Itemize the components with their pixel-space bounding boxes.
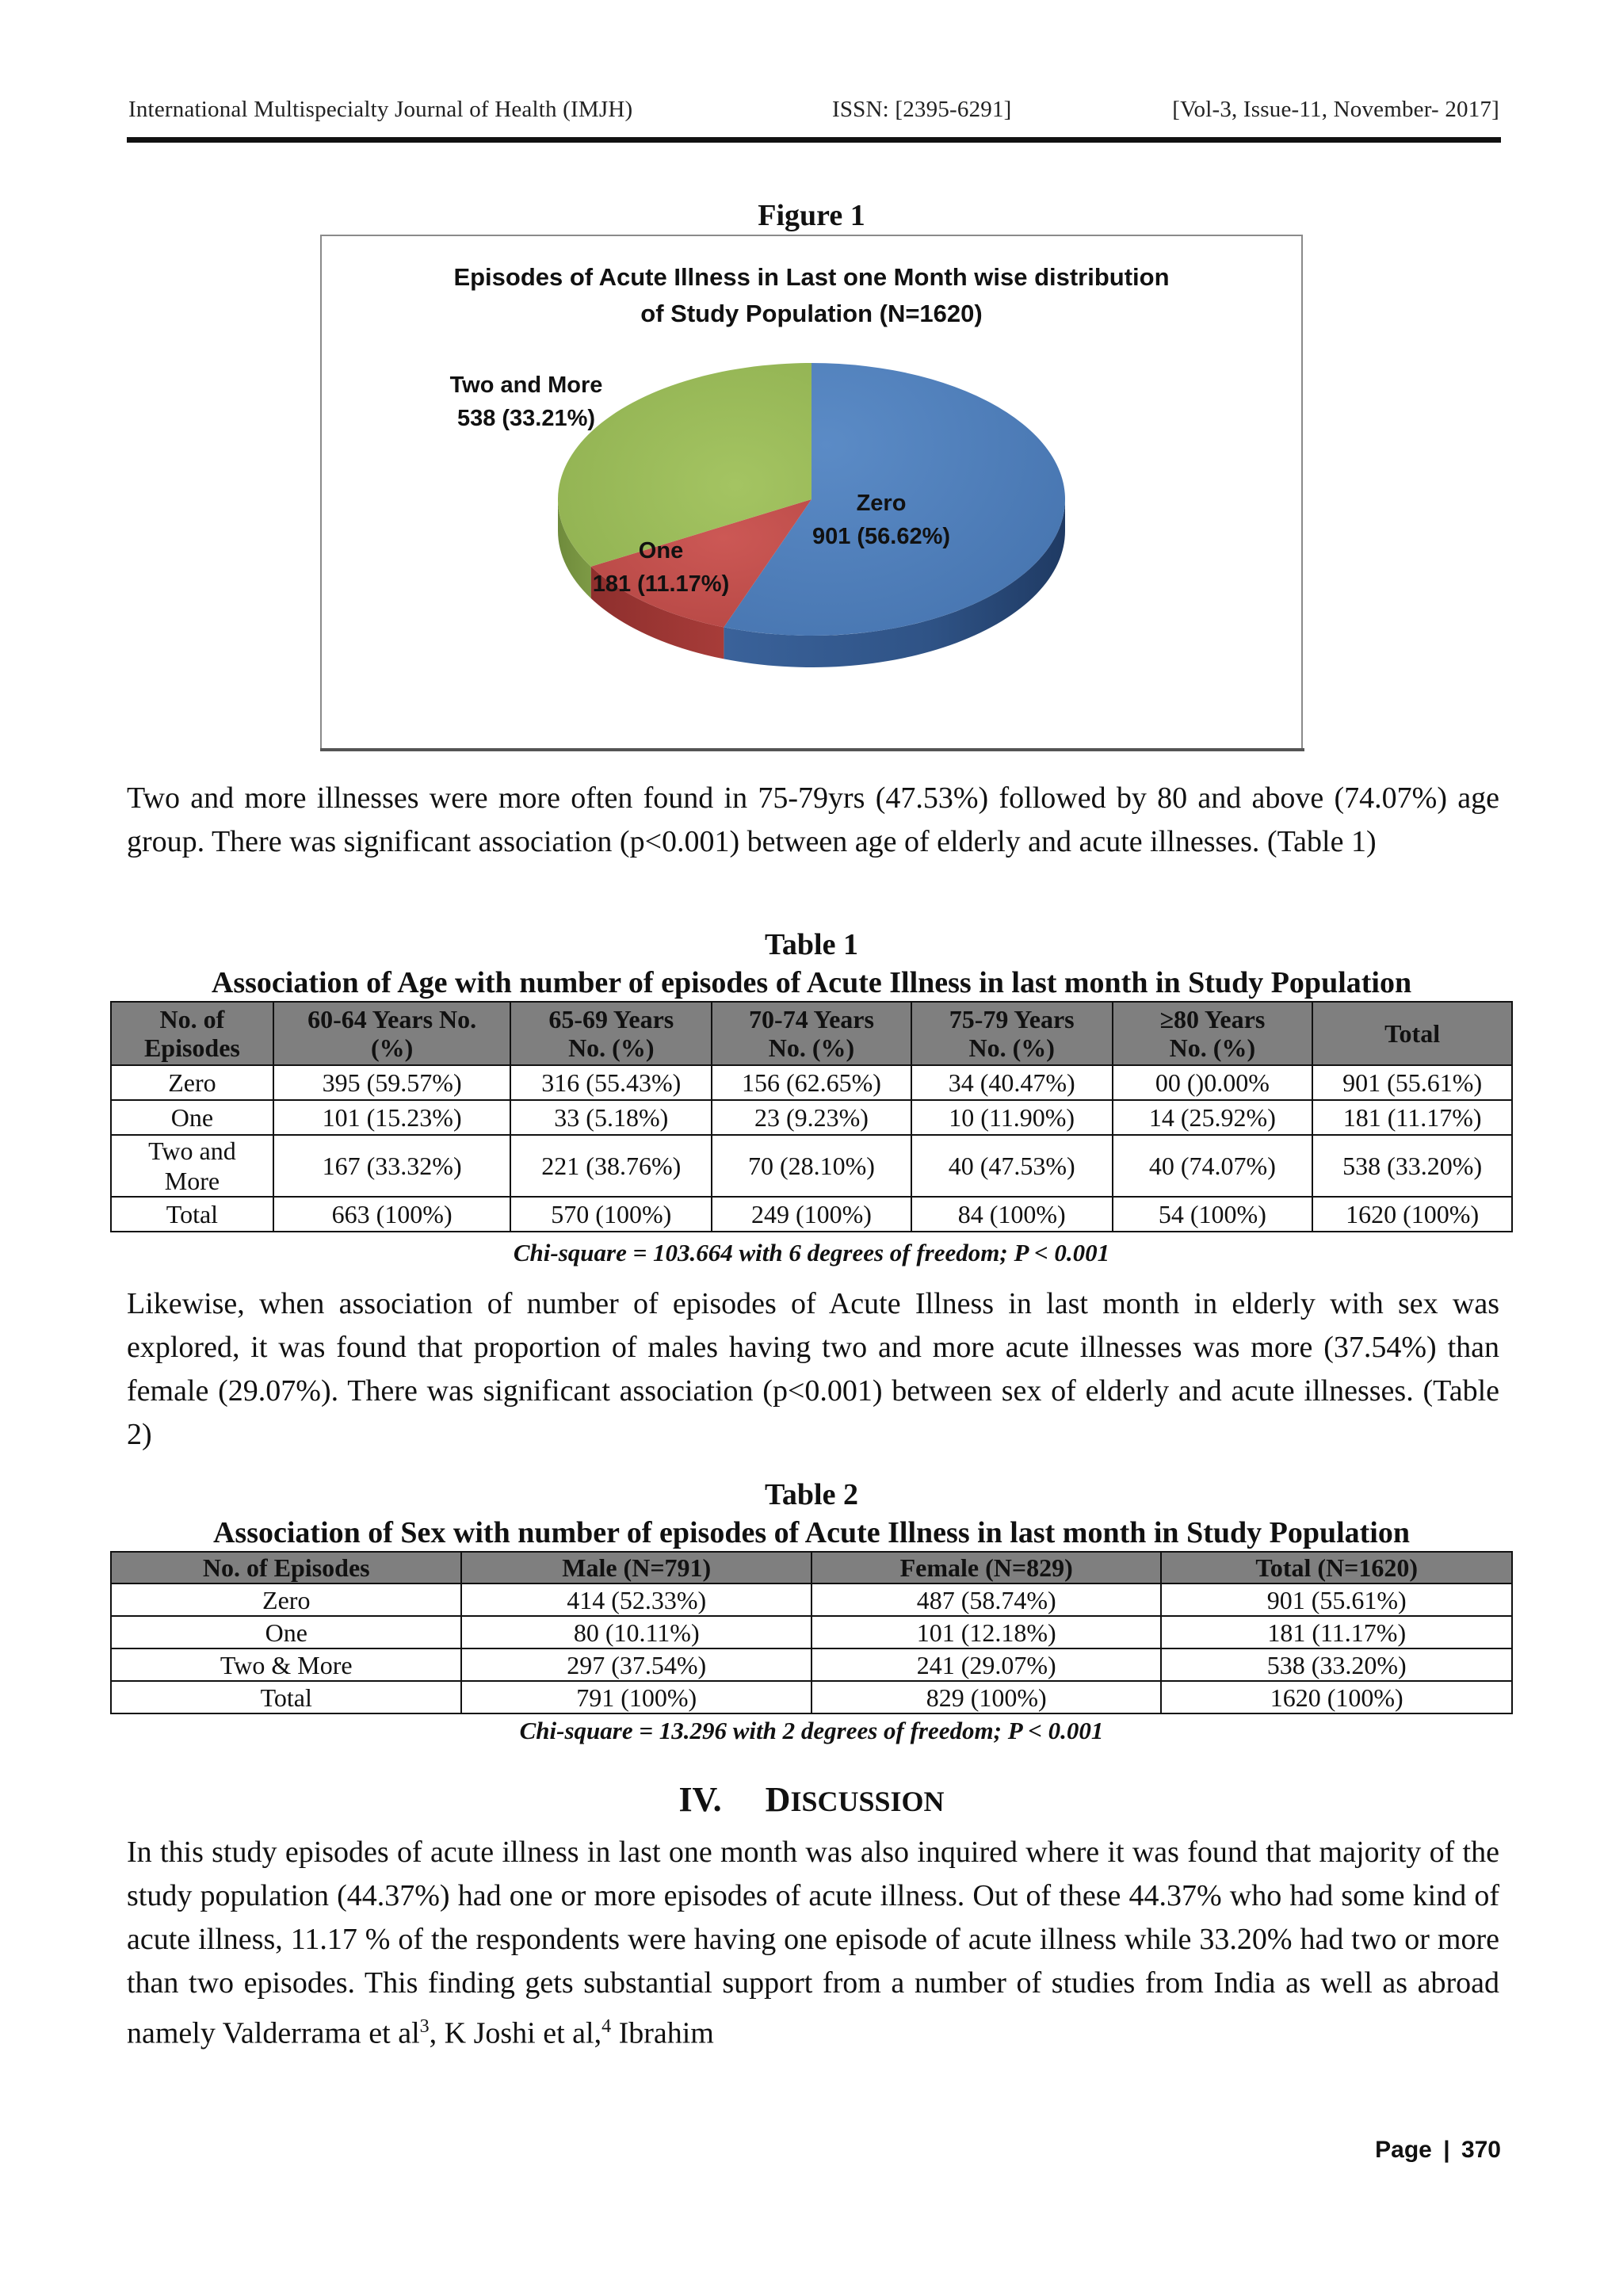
- header-line: 75-79 Years: [949, 1005, 1075, 1033]
- table2-header-cell: Male (N=791): [461, 1552, 811, 1584]
- table1: [110, 1001, 1513, 1232]
- reference-3: 3: [419, 2016, 430, 2037]
- table1-row-label: Total: [111, 1197, 273, 1232]
- issn: ISSN: [2395-6291]: [832, 97, 1012, 122]
- header-line: 70-74 Years: [749, 1005, 874, 1033]
- table1-row: [111, 1197, 1512, 1232]
- page-number-value: 370: [1461, 2137, 1501, 2163]
- table2-cell: 101 (12.18%): [812, 1616, 1161, 1648]
- table1-cell: 156 (62.65%): [712, 1065, 911, 1100]
- table1-header-cell: [1113, 1002, 1313, 1065]
- slice-value: 181 (11.17%): [592, 571, 730, 597]
- header-line: No. (%): [768, 1033, 855, 1062]
- discussion-text-end: Ibrahim: [611, 2016, 714, 2050]
- table2-cell: 487 (58.74%): [812, 1584, 1161, 1616]
- paragraph-age-association: Two and more illnesses were more often found in 75-79yrs (47.53%) followed by 80 and above (74.07%) age group. There was significant association (p<0.001) between age of elderly and acute illnesses. (Table 1): [127, 781, 1499, 858]
- table1-cell: 70 (28.10%): [712, 1135, 911, 1197]
- table1-label: Table 1: [765, 928, 858, 961]
- table1-cell: 249 (100%): [712, 1197, 911, 1232]
- header-line: (%): [370, 1033, 414, 1062]
- table1-header-cell: [1312, 1002, 1512, 1065]
- table2-cell: 414 (52.33%): [461, 1584, 811, 1616]
- table1-cell: 10 (11.90%): [911, 1100, 1113, 1135]
- header-line: No. (%): [568, 1033, 655, 1062]
- table1-cell: 901 (55.61%): [1312, 1065, 1512, 1100]
- table2-row-label: Zero: [111, 1584, 461, 1616]
- chart-title-line1: Episodes of Acute Illness in Last one Month wise distribution: [453, 263, 1170, 291]
- table2-cell: 1620 (100%): [1161, 1681, 1512, 1713]
- section-number: IV.: [678, 1780, 722, 1819]
- table1-title: Association of Age with number of episodes of Acute Illness in last month in Study Population: [211, 966, 1412, 999]
- discussion-text-mid: , K Joshi et al,: [429, 2016, 602, 2050]
- table1-cell: 34 (40.47%): [911, 1065, 1113, 1100]
- header-line: ≥80 Years: [1159, 1005, 1266, 1033]
- page-number: Page | 370: [1375, 2137, 1501, 2163]
- pie-chart: [322, 236, 1301, 748]
- table2-cell: 241 (29.07%): [812, 1648, 1161, 1681]
- header-line: No. of: [159, 1005, 225, 1033]
- chart-frame: [320, 235, 1303, 750]
- table1-cell: 538 (33.20%): [1312, 1135, 1512, 1197]
- table1-row: [111, 1135, 1512, 1197]
- table1-cell: 84 (100%): [911, 1197, 1113, 1232]
- table1-header-cell: [510, 1002, 712, 1065]
- table2: [110, 1551, 1513, 1714]
- table2-chi-square: Chi-square = 13.296 with 2 degrees of freedom; P < 0.001: [519, 1717, 1104, 1744]
- table2-label: Table 2: [765, 1478, 858, 1511]
- table1-cell: 181 (11.17%): [1312, 1100, 1512, 1135]
- table1-cell: 663 (100%): [273, 1197, 511, 1232]
- table1-header-cell: [273, 1002, 511, 1065]
- table2-row: [111, 1648, 1512, 1681]
- table2-cell: 297 (37.54%): [461, 1648, 811, 1681]
- table1-cell: 33 (5.18%): [510, 1100, 712, 1135]
- header-line: No. (%): [968, 1033, 1055, 1062]
- table2-row: [111, 1584, 1512, 1616]
- table1-cell: 316 (55.43%): [510, 1065, 712, 1100]
- header-line: 65-69 Years: [548, 1005, 674, 1033]
- table2-row: [111, 1616, 1512, 1648]
- table2-row-label: Total: [111, 1681, 461, 1713]
- table1-row: [111, 1100, 1512, 1135]
- table1-cell: 23 (9.23%): [712, 1100, 911, 1135]
- chart-title-line2: of Study Population (N=1620): [640, 300, 983, 327]
- section-title-rest: ISCUSSION: [790, 1786, 945, 1817]
- table2-cell: 80 (10.11%): [461, 1616, 811, 1648]
- table1-cell: 570 (100%): [510, 1197, 712, 1232]
- table1-cell: 14 (25.92%): [1113, 1100, 1313, 1135]
- table2-row-label: One: [111, 1616, 461, 1648]
- section-heading-discussion: [0, 1779, 1623, 1820]
- volume-info: [Vol-3, Issue-11, November- 2017]: [1172, 97, 1499, 122]
- figure-caption: Figure 1: [758, 199, 865, 232]
- paragraph-sex-association: Likewise, when association of number of episodes of Acute Illness in last month in elderly with sex was explored, it was found that proportion of males having two and more acute illnesses was more (37.54%) than female (29.07%). There was significant association (p<0.001) between sex of elderly and acute illnesses. (Table 2): [127, 1287, 1499, 1451]
- table1-cell: 40 (74.07%): [1113, 1135, 1313, 1197]
- table1-header-cell: [111, 1002, 273, 1065]
- slice-value: 901 (56.62%): [812, 524, 951, 549]
- slice-value: 538 (33.21%): [456, 406, 596, 431]
- slice-name: Zero: [856, 491, 907, 516]
- slice-name: Two and More: [449, 372, 603, 398]
- paragraph-discussion: [127, 1831, 1499, 2056]
- table2-row-label: Two & More: [111, 1648, 461, 1681]
- table1-header-row: [111, 1002, 1512, 1065]
- chart-frame-shadow: [320, 748, 1304, 751]
- section-title-initial: D: [765, 1780, 791, 1819]
- discussion-text: In this study episodes of acute illness in last one month was also inquired where it was found that majority of the study population (44.37%) had one or more episodes of acute illness. Out of these 44.37% who had some kind of acute illness, 11.17 % of the respondents were having one episode of acute illness while 33.20% had two or more than two episodes. This finding gets substantial support from a number of studies from India as well as abroad namely Valderrama et al: [127, 1836, 1499, 2050]
- table1-cell: 54 (100%): [1113, 1197, 1313, 1232]
- journal-name: International Multispecialty Journal of Health (IMJH): [128, 97, 633, 122]
- table1-cell: 00 ()0.00%: [1113, 1065, 1313, 1100]
- table2-header-row: [111, 1552, 1512, 1584]
- table2-cell: 829 (100%): [812, 1681, 1161, 1713]
- table2-title: Association of Sex with number of episodes of Acute Illness in last month in Study Population: [212, 1516, 1411, 1549]
- table1-cell: 101 (15.23%): [273, 1100, 511, 1135]
- pie-slice-label-two-and-more: [450, 372, 603, 431]
- table1-header-cell: [712, 1002, 911, 1065]
- table1-row-label: Zero: [111, 1065, 273, 1100]
- table1-row-label: One: [111, 1100, 273, 1135]
- header-line: No. (%): [1169, 1033, 1256, 1062]
- table2-cell: 791 (100%): [461, 1681, 811, 1713]
- page-label: Page: [1375, 2137, 1432, 2163]
- header-line: 60-64 Years No.: [307, 1005, 477, 1033]
- table2-row: [111, 1681, 1512, 1713]
- table2-cell: 538 (33.20%): [1161, 1648, 1512, 1681]
- table1-row-label: Two and More: [111, 1135, 273, 1197]
- table2-header-cell: No. of Episodes: [111, 1552, 461, 1584]
- table2-header-cell: Total (N=1620): [1161, 1552, 1512, 1584]
- reference-4: 4: [601, 2016, 612, 2037]
- table1-cell: 1620 (100%): [1312, 1197, 1512, 1232]
- table2-header-cell: Female (N=829): [812, 1552, 1161, 1584]
- table1-cell: 167 (33.32%): [273, 1135, 511, 1197]
- table1-cell: 221 (38.76%): [510, 1135, 712, 1197]
- table1-row: [111, 1065, 1512, 1100]
- slice-name: One: [638, 538, 684, 563]
- table1-chi-square: Chi-square = 103.664 with 6 degrees of freedom; P < 0.001: [513, 1239, 1110, 1266]
- table2-cell: 181 (11.17%): [1161, 1616, 1512, 1648]
- table1-cell: 40 (47.53%): [911, 1135, 1113, 1197]
- table1-header-cell: [911, 1002, 1113, 1065]
- header-line: Episodes: [143, 1033, 240, 1062]
- header-rule: [127, 137, 1501, 143]
- header-line: Total: [1384, 1019, 1441, 1048]
- table2-cell: 901 (55.61%): [1161, 1584, 1512, 1616]
- table1-cell: 395 (59.57%): [273, 1065, 511, 1100]
